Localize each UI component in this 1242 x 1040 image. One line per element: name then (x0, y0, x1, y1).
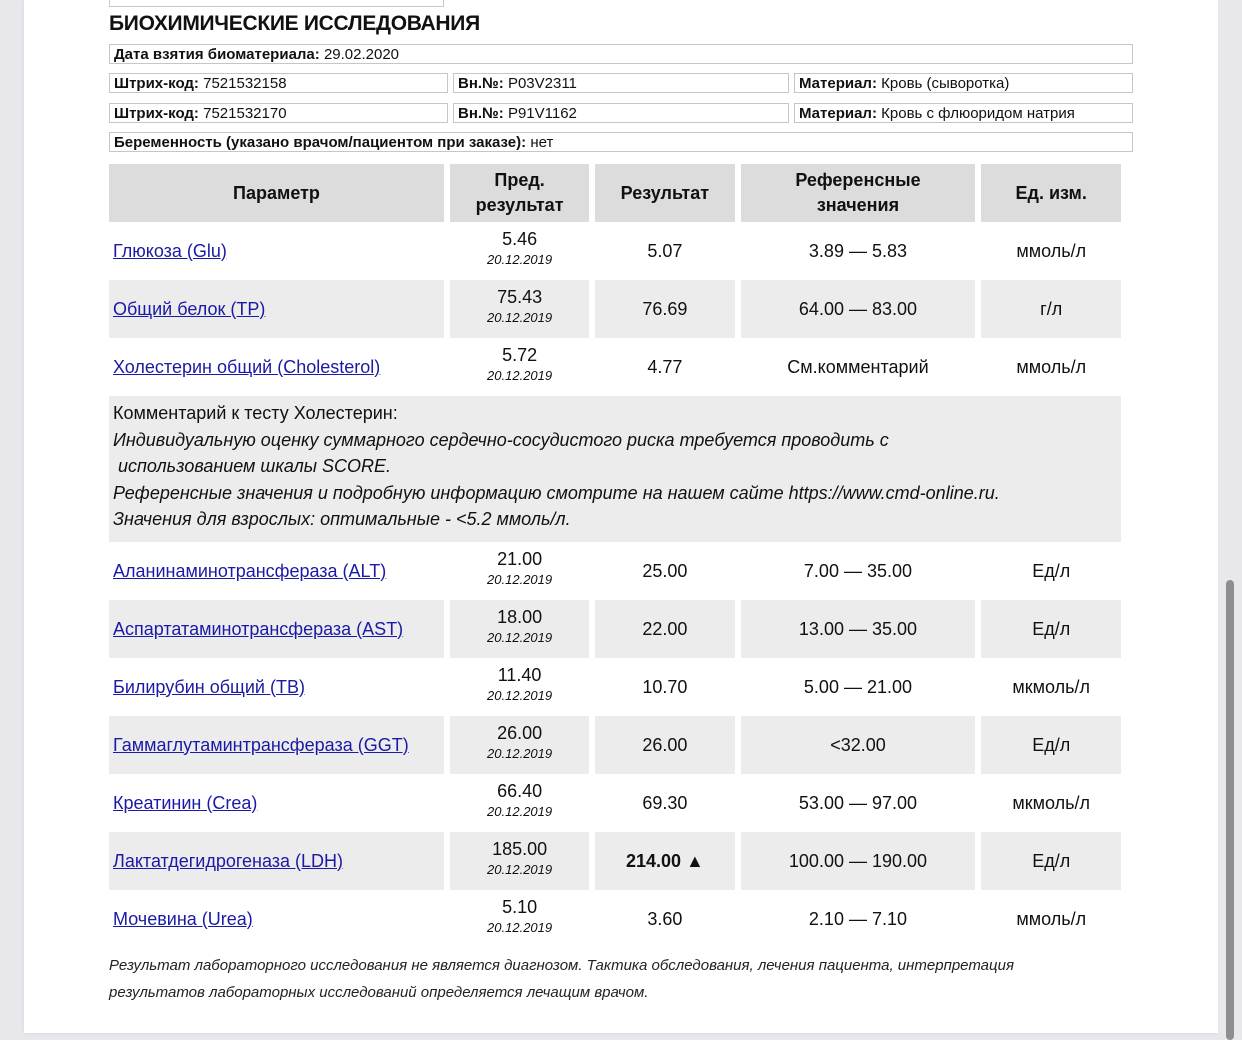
parameter-link[interactable]: Аспартатаминотрансфераза (AST) (113, 618, 404, 639)
barcode-value: 7521532158 (203, 75, 287, 92)
table-row (109, 832, 1121, 890)
previous-date: 20.12.2019 (487, 368, 553, 383)
previous-result-cell (450, 222, 589, 280)
result-cell: 4.77 (647, 356, 683, 377)
unit-cell: ммоль/л (1016, 908, 1087, 929)
internal-number-value: P03V2311 (507, 75, 577, 92)
table-row (109, 774, 1121, 832)
previous-date: 20.12.2019 (487, 804, 553, 819)
result-cell: 69.30 (642, 792, 688, 813)
parameter-link[interactable]: Холестерин общий (Cholesterol) (113, 356, 381, 377)
parameter-link[interactable]: Мочевина (Urea) (113, 908, 253, 929)
document-page (24, 0, 1218, 1033)
previous-result-cell (450, 600, 589, 658)
unit-cell: ммоль/л (1016, 240, 1087, 261)
header-reference-line2: значения (816, 195, 900, 215)
previous-date: 20.12.2019 (487, 862, 553, 877)
disclaimer-line: результатов лабораторных исследований определяется лечащим врачом. (109, 984, 649, 1001)
barcode-label: Штрих-код: (114, 105, 199, 122)
barcode-box-1 (109, 73, 448, 93)
parameter-link[interactable]: Креатинин (Crea) (113, 792, 258, 813)
result-cell: 25.00 (642, 560, 688, 581)
collection-date-label: Дата взятия биоматериала: (114, 46, 320, 63)
unit-cell: мкмоль/л (1012, 792, 1091, 813)
internal-number-label: Вн.№: (458, 75, 504, 92)
parameter-cell (109, 890, 444, 948)
unit-cell: Ед/л (981, 832, 1121, 890)
result-cell: 26.00 (595, 716, 734, 774)
reference-cell: 53.00 — 97.00 (798, 792, 918, 813)
previous-result-cell (450, 280, 589, 338)
material-value: Кровь (сыворотка) (881, 75, 1010, 92)
comment-line: Референсные значения и подробную информацию смотрите на нашем сайте https://www.cmd-online.ru. (113, 482, 1000, 503)
pregnancy-label: Беременность (указано врачом/пациентом при заказе): (114, 134, 527, 151)
barcode-label: Штрих-код: (114, 75, 199, 92)
table-row (109, 338, 1121, 396)
result-cell: 3.60 (647, 908, 683, 929)
parameter-cell (109, 658, 444, 716)
previous-result-cell (450, 774, 589, 832)
parameter-cell (109, 542, 444, 600)
internal-number-box-1 (453, 73, 789, 93)
reference-cell: <32.00 (741, 716, 976, 774)
result-cell: 10.70 (642, 676, 688, 697)
previous-date: 20.12.2019 (487, 688, 553, 703)
parameter-cell (109, 716, 444, 774)
reference-cell: 2.10 — 7.10 (808, 908, 907, 929)
unit-cell: Ед/л (1032, 560, 1071, 581)
header-parameter: Параметр (109, 164, 444, 222)
previous-result-cell (450, 832, 589, 890)
table-row (109, 222, 1121, 280)
collection-date-box (109, 44, 1133, 64)
comment-line: Индивидуальную оценку суммарного сердечно-сосудистого риска требуется проводить с (113, 429, 889, 450)
vertical-scrollbar[interactable] (1218, 0, 1242, 1033)
material-value: Кровь с флюоридом натрия (881, 105, 1075, 122)
reference-cell: 5.00 — 21.00 (803, 676, 913, 697)
internal-number-value: P91V1162 (507, 105, 577, 122)
table-row (109, 600, 1121, 658)
table-row (109, 542, 1121, 600)
table-row (109, 716, 1121, 774)
previous-result-cell (450, 542, 589, 600)
barcode-box-2 (109, 103, 448, 123)
parameter-link[interactable]: Общий белок (TP) (113, 298, 266, 319)
parameter-cell (109, 600, 444, 658)
pregnancy-box (109, 132, 1133, 152)
parameter-link[interactable]: Лактатдегидрогеназа (LDH) (113, 850, 344, 871)
header-unit: Ед. изм. (981, 164, 1121, 222)
previous-date: 20.12.2019 (487, 746, 553, 761)
section-title: БИОХИМИЧЕСКИЕ ИССЛЕДОВАНИЯ (109, 12, 480, 35)
result-cell: 5.07 (647, 240, 683, 261)
previous-date: 20.12.2019 (487, 572, 553, 587)
unit-cell: Ед/л (981, 716, 1121, 774)
reference-cell: 64.00 — 83.00 (741, 280, 976, 338)
reference-cell: 7.00 — 35.00 (803, 560, 913, 581)
previous-date: 20.12.2019 (487, 252, 553, 267)
table-row (109, 658, 1121, 716)
unit-cell: мкмоль/л (1012, 676, 1091, 697)
material-label: Материал: (799, 75, 877, 92)
header-previous-result (450, 164, 589, 222)
result-cell: 22.00 (595, 600, 734, 658)
previous-value: 18.00 (497, 607, 543, 627)
internal-number-box-2 (453, 103, 789, 123)
previous-value: 66.40 (497, 781, 543, 801)
parameter-link[interactable]: Глюкоза (Glu) (113, 240, 227, 261)
parameter-link[interactable]: Аланинаминотрансфераза (ALT) (113, 560, 387, 581)
parameter-link[interactable]: Билирубин общий (TB) (113, 676, 305, 697)
reference-cell: 13.00 — 35.00 (741, 600, 976, 658)
previous-result-cell (450, 890, 589, 948)
reference-cell: См.комментарий (787, 356, 929, 377)
previous-value: 5.10 (502, 897, 538, 917)
previous-value: 185.00 (492, 839, 548, 859)
header-reference-line1: Референсные (795, 170, 921, 190)
disclaimer-note (109, 952, 1149, 1006)
unit-cell: г/л (981, 280, 1121, 338)
pregnancy-value: нет (530, 134, 554, 151)
result-cell-high-flag: 214.00 ▲ (595, 832, 734, 890)
previous-value: 26.00 (497, 723, 543, 743)
header-result: Результат (595, 164, 734, 222)
comment-line: использованием шкалы SCORE. (113, 456, 392, 476)
previous-result-cell (450, 658, 589, 716)
material-box-1 (794, 73, 1133, 93)
previous-section-box (109, 0, 444, 7)
unit-cell: ммоль/л (1016, 356, 1087, 377)
cholesterol-comment-row (109, 396, 1121, 542)
header-previous-line1: Пред. (494, 170, 545, 190)
previous-date: 20.12.2019 (487, 920, 553, 935)
unit-cell: Ед/л (981, 600, 1121, 658)
previous-date: 20.12.2019 (487, 630, 553, 645)
collection-date-value: 29.02.2020 (323, 46, 400, 63)
reference-cell: 3.89 — 5.83 (808, 240, 907, 261)
parameter-cell (109, 222, 444, 280)
internal-number-label: Вн.№: (458, 105, 504, 122)
parameter-cell (109, 280, 444, 338)
result-cell: 76.69 (595, 280, 734, 338)
previous-value: 11.40 (497, 665, 542, 685)
table-row (109, 280, 1121, 338)
comment-line: Значения для взрослых: оптимальные - <5.2 ммоль/л. (113, 509, 571, 529)
parameter-cell (109, 338, 444, 396)
comment-title: Комментарий к тесту Холестерин: (113, 403, 398, 423)
reference-cell: 100.00 — 190.00 (741, 832, 976, 890)
header-reference (741, 164, 976, 222)
previous-value: 5.46 (502, 229, 538, 249)
previous-date: 20.12.2019 (487, 310, 553, 325)
previous-value: 75.43 (497, 287, 543, 307)
material-label: Материал: (799, 105, 877, 122)
barcode-value: 7521532170 (203, 105, 287, 122)
previous-result-cell (450, 716, 589, 774)
table-row (109, 890, 1121, 948)
cholesterol-comment (109, 396, 1121, 542)
table-header-row (109, 164, 1121, 222)
header-previous-line2: результат (475, 195, 564, 215)
scrollbar-thumb[interactable] (1226, 580, 1234, 1040)
disclaimer-line: Результат лабораторного исследования не является диагнозом. Тактика обследования, лечения пациента, интерпретация (109, 957, 1014, 974)
material-box-2 (794, 103, 1133, 123)
parameter-cell (109, 774, 444, 832)
results-table (103, 164, 1127, 948)
previous-result-cell (450, 338, 589, 396)
previous-value: 5.72 (502, 345, 538, 365)
parameter-link[interactable]: Гаммаглутаминтрансфераза (GGT) (113, 734, 409, 755)
previous-value: 21.00 (497, 549, 543, 569)
parameter-cell (109, 832, 444, 890)
